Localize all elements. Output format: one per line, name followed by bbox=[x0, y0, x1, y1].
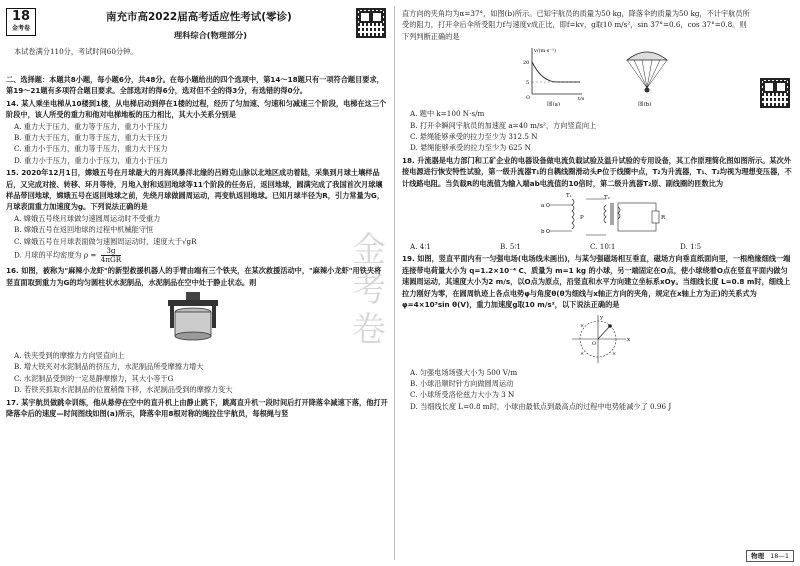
left-column bbox=[6, 8, 388, 419]
q17-option-a: A. 题中 k=100 N·s/m bbox=[410, 109, 485, 119]
exam-title: 南充市高2022届高考适应性考试(零诊) bbox=[106, 11, 292, 23]
q16-option-d: D. 若铁夹抓取水泥制品的位置稍微下移，水泥制品受到的摩擦力变大 bbox=[14, 385, 233, 395]
q15-option-a: A. 嫦娥五号绕月球做匀速圆周运动时不受重力 bbox=[14, 213, 161, 223]
q14-option-a: A. 重力大于压力，重力等于压力，重力小于压力 bbox=[14, 121, 168, 131]
q17-diagrams bbox=[402, 44, 794, 106]
charged-ball bbox=[608, 324, 612, 328]
q18-figure bbox=[402, 191, 794, 239]
rope bbox=[647, 60, 652, 88]
q19-option-b: B. 小球沿顺时针方向做圆周运动 bbox=[410, 378, 514, 388]
velocity-curve bbox=[532, 62, 580, 82]
question-17 bbox=[6, 397, 388, 420]
q18-option-b: B. 5∶1 bbox=[500, 242, 521, 252]
section-heading: 二、选择题：本题共8小题，每小题6分，共48分。在每小题给出的四个选项中，第14～18题只有一项符合题目要求，第19～21题有多项符合题目要求。全部选对的得6分，选对但不全的得3分，有选错的得0分。 bbox=[6, 75, 384, 96]
q16-option-c: C. 水泥制品受到的一定是静摩擦力，其大小等于G bbox=[14, 373, 174, 383]
right-column bbox=[402, 8, 794, 412]
q18-stem: 18. 升流器是电力部门和工矿企业的电器设备做电流负载试验及温升试验的专用设备，其工作原理简化图如图所示。某次外接电源进行恢安特性试验，第一级升流器T₁的自耦线圈滑动头P位于线圈中点，T₂为升流器，T₁、T₂均视为理想变压器，不计线路电阻。当负载R的电流值为输入端ab电流值的10倍时，第二级升流器T₂原、副线圈的匝数比为 bbox=[402, 155, 792, 188]
y-axis-label: y bbox=[600, 314, 604, 321]
cylinder-bottom bbox=[175, 332, 211, 340]
fraction-numerator: 3g bbox=[101, 247, 121, 256]
rope bbox=[627, 60, 647, 88]
q14-option-b: B. 重力大于压力，重力等于压力，重力大于压力 bbox=[14, 133, 168, 143]
tick-20: 20 bbox=[523, 60, 530, 67]
clamp-bar bbox=[168, 300, 218, 306]
badge-label: 金考卷 bbox=[11, 25, 30, 32]
q14-option-d: D. 重力小于压力，重力小于压力，重力小于压力 bbox=[14, 155, 168, 165]
q18-option-d: D. 1∶5 bbox=[680, 242, 702, 252]
q18-option-c: C. 10∶1 bbox=[590, 242, 616, 252]
origin-o: O bbox=[592, 340, 597, 347]
q17-continued: 直方向的夹角均为α=37°，如图(b)所示。已知宇航员的质量为50 kg，降落伞的质量为50 kg，不计宇航员所受的阻力，打开伞后伞所受阻力f与速度v成正比，即f=kv，g取10 m/s²，sin 37°=0.6，cos 37°=0.8。则下列判断正确的是 bbox=[402, 9, 750, 41]
q15-option-c: C. 嫦娥五号在月球表面做匀速圆周运动时，速度大于√gR bbox=[14, 236, 197, 246]
q15-stem: 15. 2020年12月1日，嫦娥五号在月球最大的月海风暴洋北缘的吕姆克山脉以北地区成功着陆，采集到月球土壤样品后，又完成对接、转移、环月等待，月地入射和返回地球等11个阶段的任务后，返回地球，圆满完成了我国首次月球壤样品带回地球，嫦娥五号在返回地球之前，先绕月球做圆周运动，再变轨返回地球。已知月球半径为R，引力常量为G，月球表面重力加速度为g。下列说法正确的是 bbox=[6, 168, 385, 212]
robot-clamp-diagram bbox=[6, 290, 388, 348]
q19-stem: 19. 如图，竖直平面内有一匀强电场(电场线未画出)，与某匀强磁场相互垂直，磁场方向垂直纸面向里，一根绝缘细线一端连接带电荷量大小为 q=1.2×10⁻⁴ C、质量为 m=1 kg 的小球，另一端固定在O点，使小球绕着O点在竖直平面内做匀速圆周运动，其速度大小为2 m/s，以O点为原点，沿竖直和水平方向建立坐标系xOy。当细线长度 L=0.8 m时，细线上拉力刚好为零，在圆周轨迹上各点电势φ与角度θ(θ为细线与x轴正方向的夹角，规定在x轴上方为正)的关系式为 φ=4×10³sin θ(V)，重力加速度g取10 m/s²，以下说法正确的是 bbox=[402, 254, 791, 310]
fig-a-caption: 图(a) bbox=[547, 102, 561, 107]
q18-options bbox=[402, 241, 794, 252]
q16-option-a: A. 铁夹受到的摩擦力方向竖直向上 bbox=[14, 350, 125, 360]
q19-figure bbox=[402, 313, 794, 365]
label-t1: T₁ bbox=[566, 193, 572, 200]
origin-label: O bbox=[526, 95, 531, 102]
label-t2: T₂ bbox=[604, 195, 610, 202]
parachute-canopy bbox=[627, 52, 667, 60]
badge-number: 18 bbox=[11, 9, 31, 24]
label-b: b bbox=[541, 229, 545, 236]
q17-option-b: B. 打开伞瞬间宇航员的加速度 a=40 m/s²，方向竖直向上 bbox=[410, 120, 597, 130]
q15-option-d bbox=[6, 247, 388, 264]
watermark: 金考卷 bbox=[352, 230, 386, 350]
fraction-denominator: 4πGR bbox=[100, 255, 122, 265]
q19-option-d: D. 当细线长度 L=0.8 m时，小球由最低点到最高点的过程中电势能减少了 0.96 J bbox=[410, 401, 672, 411]
q17-option-c: C. 悬绳能够承受的拉力至少为 312.5 N bbox=[410, 132, 538, 142]
exam-header bbox=[6, 8, 388, 74]
exam-subtitle: 理科综合(物理部分) bbox=[174, 30, 247, 40]
q14-option-c: C. 重力小于压力，重力等于压力，重力大于压力 bbox=[14, 144, 168, 154]
q17-option-d: D. 悬绳能够承受的拉力至少为 625 N bbox=[410, 143, 531, 153]
clamp-right bbox=[212, 306, 216, 328]
field-cross-icon: × bbox=[580, 322, 585, 329]
string-line bbox=[598, 326, 610, 339]
q15-option-b: B. 嫦娥五号在返回地球的过程中机械能守恒 bbox=[14, 225, 154, 235]
clamp-left bbox=[170, 306, 174, 328]
terminal-a bbox=[547, 204, 550, 207]
field-cross-icon: × bbox=[612, 350, 617, 357]
transformer-circuit-diagram bbox=[402, 191, 794, 239]
label-p: P bbox=[580, 215, 584, 222]
question-18 bbox=[402, 155, 794, 253]
astronaut-icon bbox=[645, 88, 650, 93]
tick-5: 5 bbox=[526, 80, 530, 87]
rope bbox=[634, 60, 647, 88]
q16-figure bbox=[6, 290, 388, 348]
question-19 bbox=[402, 253, 794, 412]
q15-option-d-prefix: D. 月球的平均密度为 ρ = bbox=[14, 250, 97, 260]
exam-badge bbox=[6, 8, 36, 36]
rope bbox=[647, 60, 660, 88]
terminal-b bbox=[547, 230, 550, 233]
question-14 bbox=[6, 98, 388, 166]
circular-motion-diagram bbox=[402, 313, 794, 365]
q17-figures bbox=[402, 44, 794, 106]
fig-b-caption: 图(b) bbox=[638, 102, 652, 107]
field-cross-icon: × bbox=[580, 350, 585, 357]
label-r: R bbox=[661, 215, 666, 222]
coil-t1 bbox=[572, 199, 574, 229]
q17-stem: 17. 某宇航员做跳伞训练，他从悬停在空中的直升机上由静止跳下，跳离直升机一段时间后打开降落伞减速下落，他打开降落伞后的速度—时间图线如图(a)所示，降落伞用8根对称的绳拉住宇航员，每根绳与竖 bbox=[6, 397, 388, 418]
coil-t2-primary bbox=[604, 205, 606, 223]
q19-option-c: C. 小球所受洛伦兹力大小为 3 N bbox=[410, 390, 515, 400]
question-16 bbox=[6, 265, 388, 395]
q18-option-a: A. 4∶1 bbox=[410, 242, 431, 252]
q14-stem: 14. 某人乘坐电梯从10楼到1楼，从电梯启动到停在1楼的过程，经历了匀加速、匀速和匀减速三个阶段，电梯在这三个阶段中，该人所受的重力和他对电梯地板的压力相比，其大小关系分别是 bbox=[6, 98, 387, 120]
question-15 bbox=[6, 167, 388, 264]
qr-code-icon bbox=[356, 8, 386, 38]
v-axis-label: v/(m·s⁻¹) bbox=[534, 48, 556, 55]
label-a: a bbox=[541, 203, 545, 210]
footer-page: 18—1 bbox=[770, 552, 789, 560]
rope bbox=[642, 60, 647, 88]
footer-subject: 物理 bbox=[751, 552, 765, 560]
page-footer bbox=[746, 550, 794, 562]
q16-stem: 16. 如图，被称为"麻辣小龙虾"的新型救援机器人的手臂由端有三个铁夹，在某次救援活动中，"麻辣小龙虾"用铁夹将竖直面取到重力为G的均匀圆柱状水泥制品，水泥制品在空中处于静止状态。则 bbox=[6, 266, 382, 287]
rope bbox=[647, 60, 667, 88]
load-loop bbox=[618, 203, 656, 231]
q19-option-a: A. 匀强电场场强大小为 500 V/m bbox=[410, 367, 518, 377]
resistor-r bbox=[652, 211, 659, 223]
density-fraction bbox=[101, 247, 121, 264]
x-axis-label: x bbox=[627, 336, 631, 343]
q16-option-b: B. 增大铁夹对水泥制品的挤压力，水泥制品所受摩擦力增大 bbox=[14, 362, 204, 372]
exam-info: 本试卷满分110分，考试时间60分钟。 bbox=[14, 47, 138, 56]
t-axis-label: t/s bbox=[578, 96, 585, 103]
